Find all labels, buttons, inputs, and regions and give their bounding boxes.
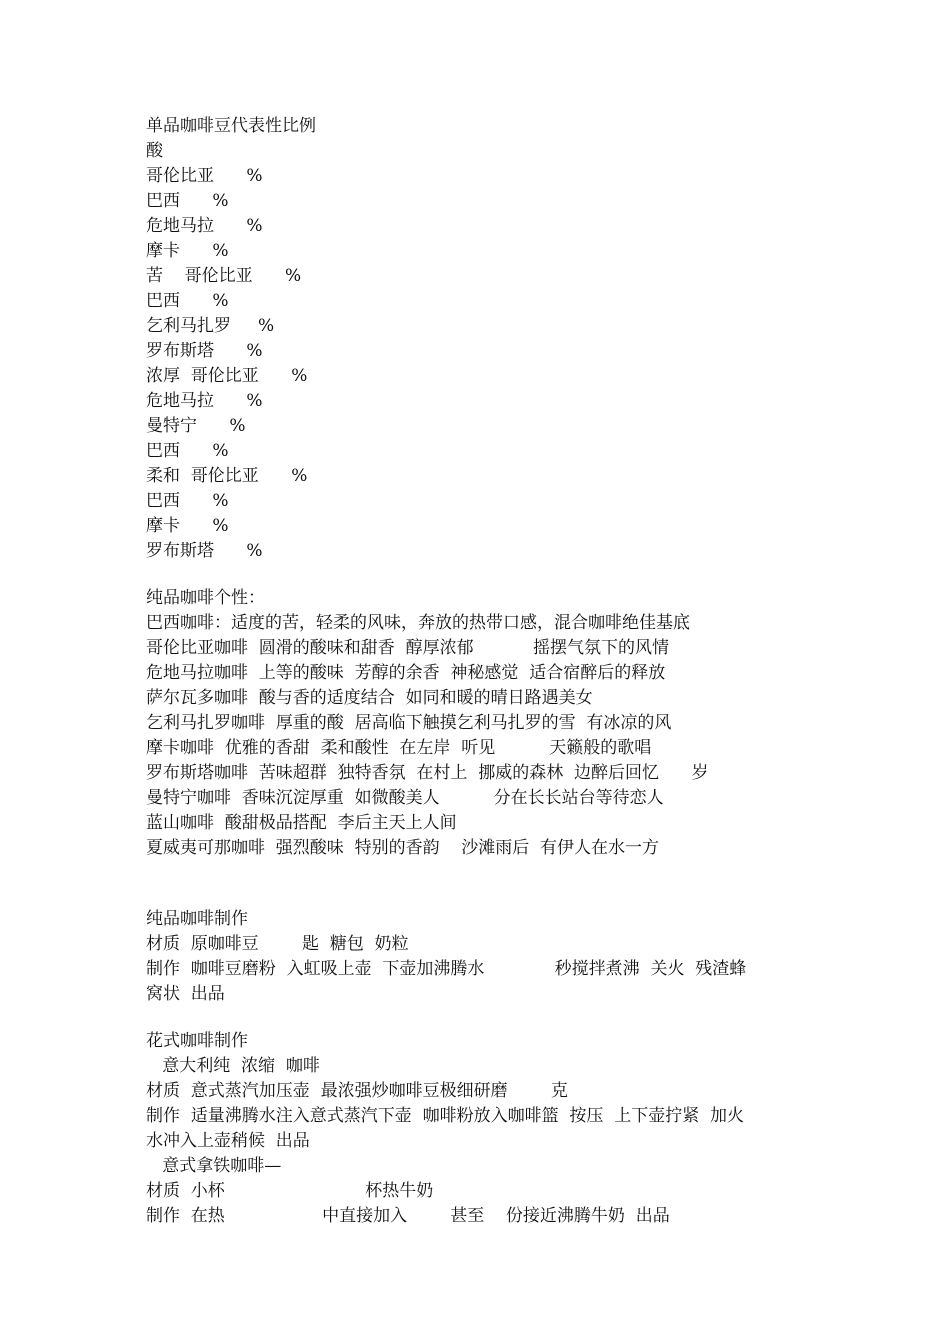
paragraph-line: 危地马拉咖啡 上等的酸味 芳醇的余香 神秘感觉 适合宿醉后的释放: [146, 663, 666, 683]
paragraph-line: 萨尔瓦多咖啡 酸与香的适度结合 如同和暖的晴日路遇美女: [146, 688, 593, 708]
paragraph-line: 曼特宁咖啡 香味沉淀厚重 如微酸美人 分在长长站台等待恋人: [146, 788, 664, 808]
paragraph-line: 材质 意式蒸汽加压壶 最浓强炒咖啡豆极细研磨 克: [146, 1081, 568, 1101]
ratio-line: 柔和 哥伦比亚 %: [146, 466, 308, 486]
paragraph-line: 乞利马扎罗咖啡 厚重的酸 居高临下触摸乞利马扎罗的雪 有冰凉的风: [146, 713, 672, 733]
ratio-line: 巴西 %: [146, 191, 229, 211]
paragraph-line: 水冲入上壶稍候 出品: [146, 1131, 310, 1151]
paragraph-line: 巴西咖啡：适度的苦，轻柔的风味，奔放的热带口感，混合咖啡绝佳基底: [146, 613, 690, 633]
ratio-line: 巴西 %: [146, 491, 229, 511]
ratio-line: 危地马拉 %: [146, 391, 263, 411]
ratio-line: 曼特宁 %: [146, 416, 246, 436]
section-title: 纯品咖啡个性：: [146, 588, 265, 608]
ratio-line: 乞利马扎罗 %: [146, 316, 275, 336]
section-title: 单品咖啡豆代表性比例: [146, 116, 316, 136]
section-title: 纯品咖啡制作: [146, 909, 248, 929]
ratio-line: 哥伦比亚 %: [146, 166, 263, 186]
ratio-line: 摩卡 %: [146, 241, 229, 261]
ratio-line: 巴西 %: [146, 291, 229, 311]
section-title: 花式咖啡制作: [146, 1031, 248, 1051]
paragraph-line: 制作 适量沸腾水注入意式蒸汽下壶 咖啡粉放入咖啡篮 按压 上下壶拧紧 加火: [146, 1106, 745, 1126]
ratio-line: 浓厚 哥伦比亚 %: [146, 366, 308, 386]
paragraph-line: 制作 在热 中直接加入 甚至 份接近沸腾牛奶 出品: [146, 1206, 670, 1226]
subsection-title: 意大利纯 浓缩 咖啡: [146, 1056, 320, 1076]
ratio-line: 罗布斯塔 %: [146, 541, 263, 561]
paragraph-line: 罗布斯塔咖啡 苦味超群 独特香氛 在村上 挪威的森林 边醉后回忆 岁: [146, 763, 709, 783]
paragraph-line: 夏威夷可那咖啡 强烈酸味 特别的香韵 沙滩雨后 有伊人在水一方: [146, 838, 660, 858]
paragraph-line: 制作 咖啡豆磨粉 入虹吸上壶 下壶加沸腾水 秒搅拌煮沸 关火 残渣蜂: [146, 959, 747, 979]
ratio-line: 危地马拉 %: [146, 216, 263, 236]
ratio-line: 摩卡 %: [146, 516, 229, 536]
paragraph-line: 哥伦比亚咖啡 圆滑的酸味和甜香 醇厚浓郁 摇摆气氛下的风情: [146, 638, 670, 658]
paragraph-line: 材质 小杯 杯热牛奶: [146, 1181, 434, 1201]
category-label: 酸: [146, 141, 163, 161]
paragraph-line: 窝状 出品: [146, 984, 225, 1004]
paragraph-line: 摩卡咖啡 优雅的香甜 柔和酸性 在左岸 听见 天籁般的歌唱: [146, 738, 652, 758]
ratio-line: 罗布斯塔 %: [146, 341, 263, 361]
ratio-line: 苦 哥伦比亚 %: [146, 266, 302, 286]
paragraph-line: 材质 原咖啡豆 匙 糖包 奶粒: [146, 934, 409, 954]
paragraph-line: 蓝山咖啡 酸甜极品搭配 李后主天上人间: [146, 813, 457, 833]
subsection-title: 意式拿铁咖啡—: [146, 1156, 282, 1176]
ratio-line: 巴西 %: [146, 441, 229, 461]
